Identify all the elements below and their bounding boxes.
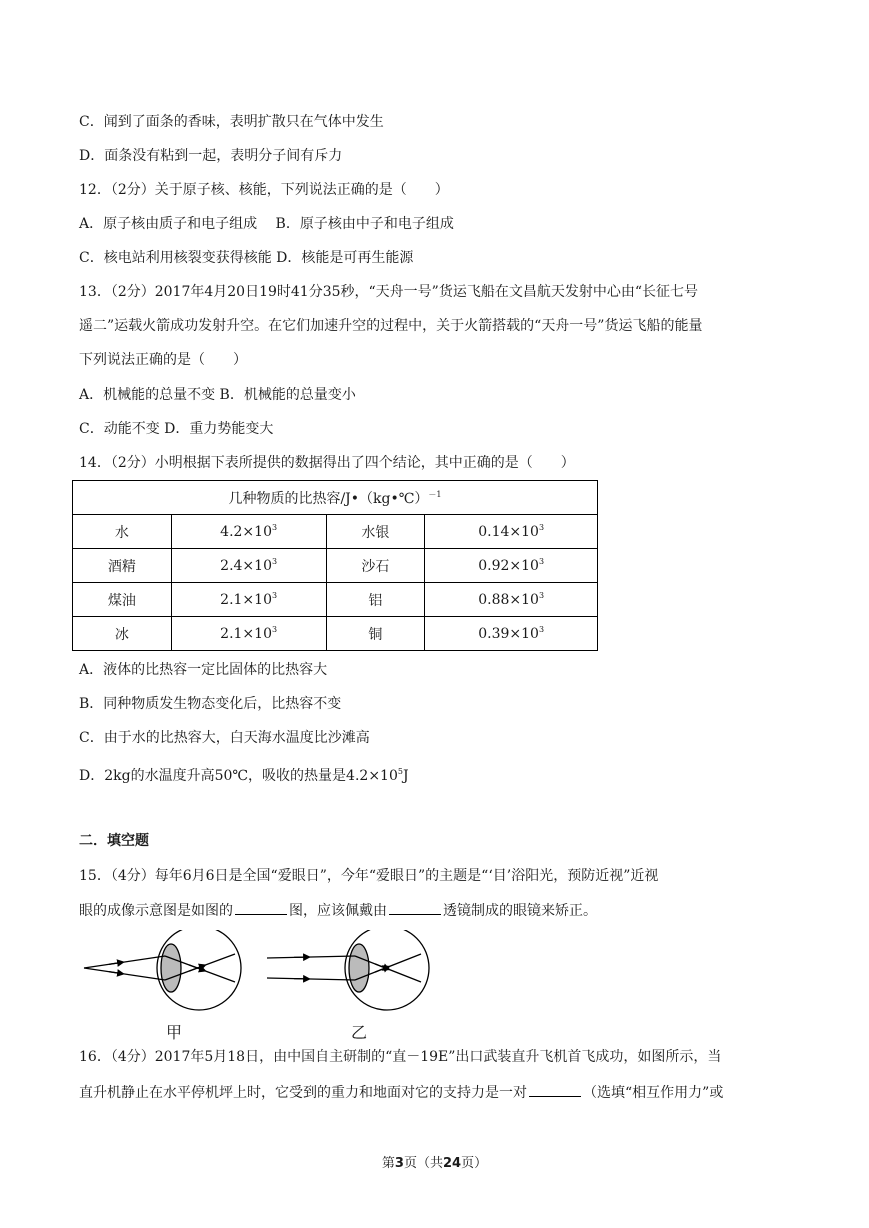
- section-title: 二．填空题: [79, 833, 149, 849]
- substance-value: $0.88\times 10^3$: [425, 583, 598, 617]
- substance-name: 铝: [326, 583, 425, 617]
- substance-value: $2.4\times 10^3$: [171, 549, 326, 583]
- table-row: [73, 617, 598, 651]
- options-13cd: C．动能不变 D．重力势能变大: [79, 421, 274, 437]
- table-row: [73, 549, 598, 583]
- option-14a: A．液体的比热容一定比固体的比热容大: [79, 662, 328, 678]
- figure-label-jia: 甲: [166, 1023, 183, 1042]
- question-16-line1: 16．（4分）2017年5月18日，由中国自主研制的“直－19E”出口武装直升飞机首飞成功，如图所示，当: [79, 1049, 722, 1065]
- option-14b: B．同种物质发生物态变化后，比热容不变: [79, 696, 342, 712]
- eye-yi: [267, 930, 429, 1010]
- eye-diagram: [79, 930, 439, 1022]
- options-12ab: A．原子核由质子和电子组成 B．原子核由中子和电子组成: [79, 216, 454, 232]
- page-footer: 第3页（共24页）: [381, 1156, 488, 1171]
- options-12cd: C．核电站利用核裂变获得核能 D．核能是可再生能源: [79, 250, 414, 266]
- options-13ab: A．机械能的总量不变 B．机械能的总量变小: [79, 387, 356, 403]
- substance-value: $0.14\times 10^3$: [425, 515, 598, 549]
- question-16-line2: 直升机静止在水平停机坪上时，它受到的重力和地面对它的支持力是一对 （选填“相互作用力”或: [79, 1082, 723, 1103]
- question-14: 14．（2分）小明根据下表所提供的数据得出了四个结论，其中正确的是（ ）: [79, 455, 575, 471]
- eye-jia: [84, 930, 241, 1010]
- question-12: 12．（2分）关于原子核、核能，下列说法正确的是（ ）: [79, 182, 449, 198]
- substance-value: $4.2\times 10^3$: [171, 515, 326, 549]
- substance-value: $0.92\times 10^3$: [425, 549, 598, 583]
- substance-name: 冰: [73, 617, 172, 651]
- option-14c: C．由于水的比热容大，白天海水温度比沙滩高: [79, 730, 370, 746]
- question-13-line3: 下列说法正确的是（ ）: [79, 352, 247, 368]
- specific-heat-table: [72, 480, 598, 651]
- table-header-exponent: －1: [428, 489, 442, 499]
- substance-value: $2.1\times 10^3$: [171, 583, 326, 617]
- substance-name: 水银: [326, 515, 425, 549]
- substance-value: $2.1\times 10^3$: [171, 617, 326, 651]
- answer-blank[interactable]: [529, 1082, 581, 1097]
- substance-name: 煤油: [73, 583, 172, 617]
- question-13-line1: 13．（2分）2017年4月20日19时41分35秒，“天舟一号”货运飞船在文昌航天发射中心由“长征七号: [79, 284, 698, 300]
- table-row: [73, 515, 598, 549]
- substance-name: 铜: [326, 617, 425, 651]
- question-15-line2: 眼的成像示意图是如图的 图，应该佩戴由 透镜制成的眼镜来矫正。: [79, 900, 597, 921]
- option-11c: C．闻到了面条的香味，表明扩散只在气体中发生: [79, 114, 384, 130]
- table-header-row: [73, 481, 598, 515]
- question-13-line2: 遥二”运载火箭成功发射升空。在它们加速升空的过程中，关于火箭搭载的“天舟一号”货运飞船的能量: [79, 318, 703, 334]
- answer-blank[interactable]: [235, 900, 287, 915]
- table-header-text: 几种物质的比热容/J•（kg•℃）: [228, 490, 429, 507]
- substance-name: 沙石: [326, 549, 425, 583]
- substance-name: 水: [73, 515, 172, 549]
- table-row: [73, 583, 598, 617]
- substance-value: $0.39\times 10^3$: [425, 617, 598, 651]
- option-11d: D．面条没有粘到一起，表明分子间有斥力: [79, 148, 343, 164]
- table-header: [73, 481, 598, 515]
- option-14d: D．2kg的水温度升高50℃，吸收的热量是$4.2\times 10^5J$: [79, 767, 409, 784]
- figure-label-yi: 乙: [351, 1023, 368, 1042]
- answer-blank[interactable]: [389, 900, 441, 915]
- substance-name: 酒精: [73, 549, 172, 583]
- question-15-line1: 15．（4分）每年6月6日是全国“爱眼日”，今年“爱眼日”的主题是“‘目’浴阳光，预防近视”近视: [79, 868, 659, 884]
